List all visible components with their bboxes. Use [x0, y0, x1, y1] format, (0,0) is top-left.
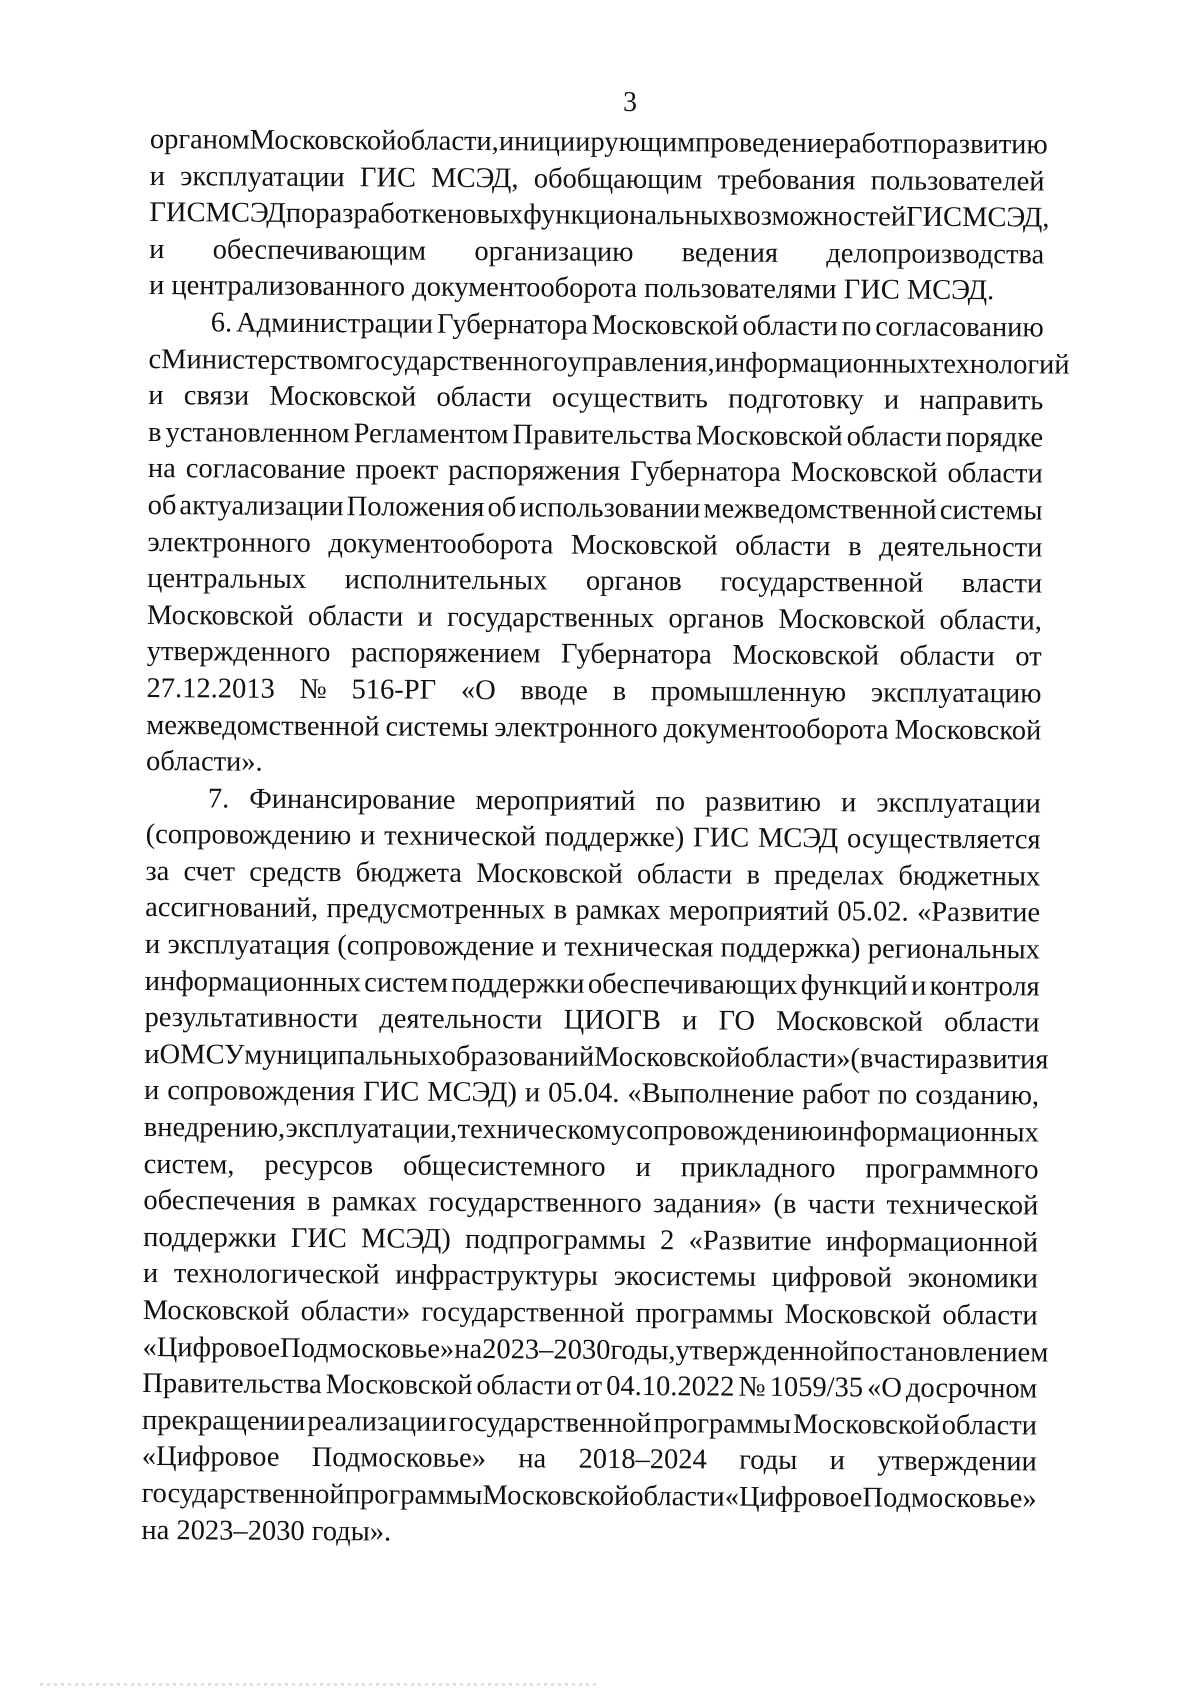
- text-line: 27.12.2013 № 516-РГ «О вводе в промышленную эксплуатацию: [146, 672, 1042, 710]
- text-line: внедрению, эксплуатации, техническому сопровождению информационных: [143, 1112, 1039, 1149]
- document-body: [141, 122, 1070, 1555]
- text-line: (сопровождению и технической поддержке) ГИС МСЭД осуществляется: [145, 819, 1041, 856]
- paragraph-continuation: [148, 122, 1050, 310]
- text-line: и централизованного документооборота пользователями ГИС МСЭД.: [148, 270, 995, 307]
- text-line: систем, ресурсов общесистемного и прикладного программного: [143, 1148, 1039, 1186]
- text-line: в установленном Регламентом Правительства Московской области порядке: [148, 416, 1044, 454]
- text-line: прекращении реализации государственной программы Московской области: [141, 1404, 1038, 1442]
- text-line: Московской области и государственных органов Московской области,: [146, 599, 1043, 637]
- text-line: Московской области» государственной программы Московской области: [142, 1294, 1038, 1332]
- scan-artifact: [40, 1683, 600, 1686]
- paragraph-item-6: [145, 305, 1070, 786]
- page-number: 3: [623, 87, 637, 118]
- text-line: поддержки ГИС МСЭД) подпрограммы 2 «Развитие информационной: [143, 1221, 1039, 1259]
- text-line: утвержденного распоряжением Губернатора Московской области от: [146, 636, 1042, 673]
- text-line: и сопровождения ГИС МСЭД) и 05.04. «Выполнение работ по созданию,: [143, 1075, 1040, 1112]
- text-line: органом Московской области, инициирующим проведение работ по развитию: [149, 123, 1048, 161]
- text-line: «Цифровое Подмосковье» на 2023–2030 годы, утвержденной постановлением: [142, 1331, 1049, 1369]
- text-line: межведомственной системы электронного документооборота Московской: [146, 709, 1042, 746]
- paragraph-item-7: [141, 781, 1049, 1555]
- text-line: результативности деятельности ЦИОГВ и ГО Московской области: [144, 1002, 1040, 1039]
- text-line: и ОМСУ муниципальных образований Московской области» (в части развития: [144, 1038, 1049, 1076]
- text-line: с Министерством государственного управления, информационных технологий: [148, 343, 1070, 381]
- text-line: центральных исполнительных органов государственной власти: [147, 563, 1043, 600]
- text-line: 6. Администрации Губернатора Московской области по согласованию: [210, 307, 1044, 344]
- text-line: обеспечения в рамках государственного задания» (в части технической: [143, 1185, 1039, 1222]
- text-line: об актуализации Положения об использовании межведомственной системы: [147, 489, 1043, 527]
- text-line: и технологической инфраструктуры экосистемы цифровой экономики: [142, 1258, 1038, 1295]
- text-line: информационных систем поддержки обеспечивающих функций и контроля: [144, 965, 1040, 1003]
- text-line: и связи Московской области осуществить подготовку и направить: [148, 380, 1044, 417]
- text-line: «Цифровое Подмосковье» на 2018–2024 годы и утверждении: [141, 1441, 1037, 1478]
- text-line: и обеспечивающим организацию ведения делопроизводства: [149, 233, 1045, 271]
- text-line: и эксплуатации ГИС МСЭД, обобщающим требования пользователей: [149, 160, 1045, 198]
- text-line: области».: [145, 746, 263, 778]
- text-line: электронного документооборота Московской области в деятельности: [147, 526, 1043, 563]
- text-line: государственной программы Московской области «Цифровое Подмосковье»: [141, 1477, 1037, 1515]
- text-line: за счет средств бюджета Московской области в пределах бюджетных: [145, 855, 1041, 893]
- text-line: на согласование проект распоряжения Губернатора Московской области: [147, 453, 1043, 490]
- text-line: ассигнований, предусмотренных в рамках мероприятий 05.02. «Развитие: [145, 892, 1041, 929]
- text-line: Правительства Московской области от 04.10.2022 № 1059/35 «О досрочном: [142, 1368, 1038, 1405]
- text-line: на 2023–2030 годы».: [141, 1514, 392, 1548]
- text-line: 7. Финансирование мероприятий по развитию и эксплуатации: [207, 783, 1041, 820]
- text-line: ГИС МСЭД по разработке новых функциональных возможностей ГИС МСЭД,: [149, 197, 1050, 234]
- text-line: и эксплуатация (сопровождение и техническая поддержка) региональных: [144, 929, 1041, 966]
